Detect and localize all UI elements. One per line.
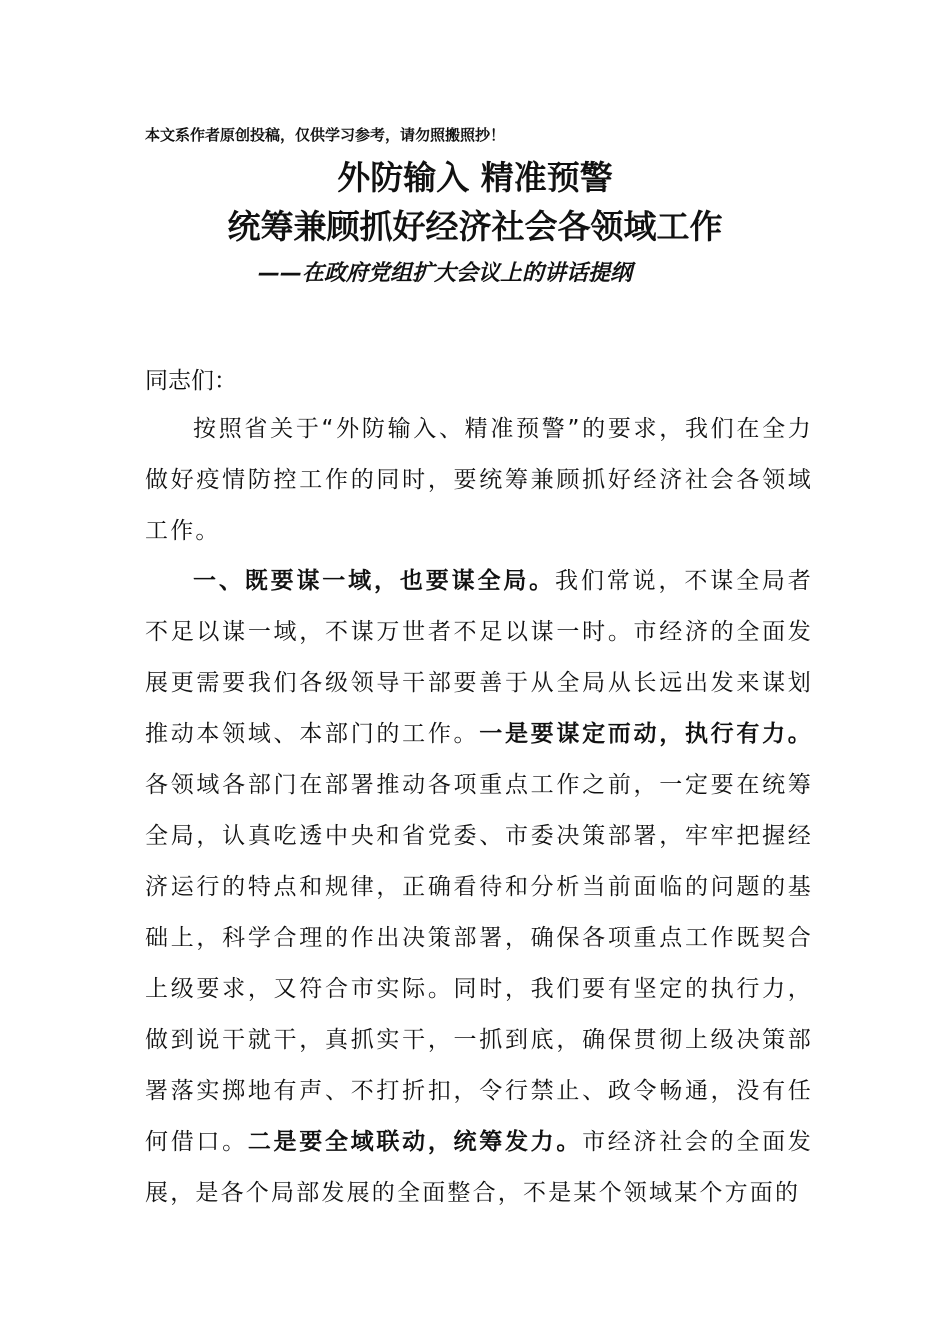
section-heading: 一、既要谋一域，也要谋全局。 — [193, 568, 556, 594]
greeting: 同志们： — [145, 368, 237, 394]
paragraph-text: 我们常说，不谋全局者不足以谋一域，不谋万世者不足以谋一时。市经济的全面发展更需要我们各级领导干部要善于从全局从长远出发来谋划推动本领域、本部门的工作。 — [145, 568, 813, 747]
title-line-2: 统筹兼顾抓好经济社会各领域工作 — [227, 207, 723, 246]
copyright-notice: 本文系作者原创投稿，仅供学习参考，请勿照搬照抄！ — [145, 126, 506, 144]
point-two-heading: 二是要全域联动，统筹发力。 — [247, 1129, 583, 1155]
paragraph-section-one — [145, 556, 813, 1219]
paragraph-text: 各领域各部门在部署推动各项重点工作之前，一定要在统筹全局，认真吃透中央和省党委、市委决策部署，牢牢把握经济运行的特点和规律，正确看待和分析当前面临的问题的基础上，科学合理的作出决策部署，确保各项重点工作既契合上级要求，又符合市实际。同时，我们要有坚定的执行力，做到说干就干，真抓实干，一抓到底，确保贯彻上级决策部署落实掷地有声、不打折扣，令行禁止、政令畅通，没有任何借口。 — [145, 772, 813, 1155]
title-line-1: 外防输入 精准预警 — [337, 158, 613, 197]
paragraph-intro: 按照省关于“外防输入、精准预警”的要求，我们在全力做好疫情防控工作的同时，要统筹兼顾抓好经济社会各领域工作。 — [145, 416, 813, 544]
subtitle: ——在政府党组扩大会议上的讲话提纲 — [258, 261, 633, 286]
point-one-heading: 一是要谋定而动，执行有力。 — [479, 721, 813, 747]
paragraph-text: 市经济社会的全面发展，是各个局部发展的全面整合，不是某个领域某个方面的 — [145, 1129, 813, 1206]
